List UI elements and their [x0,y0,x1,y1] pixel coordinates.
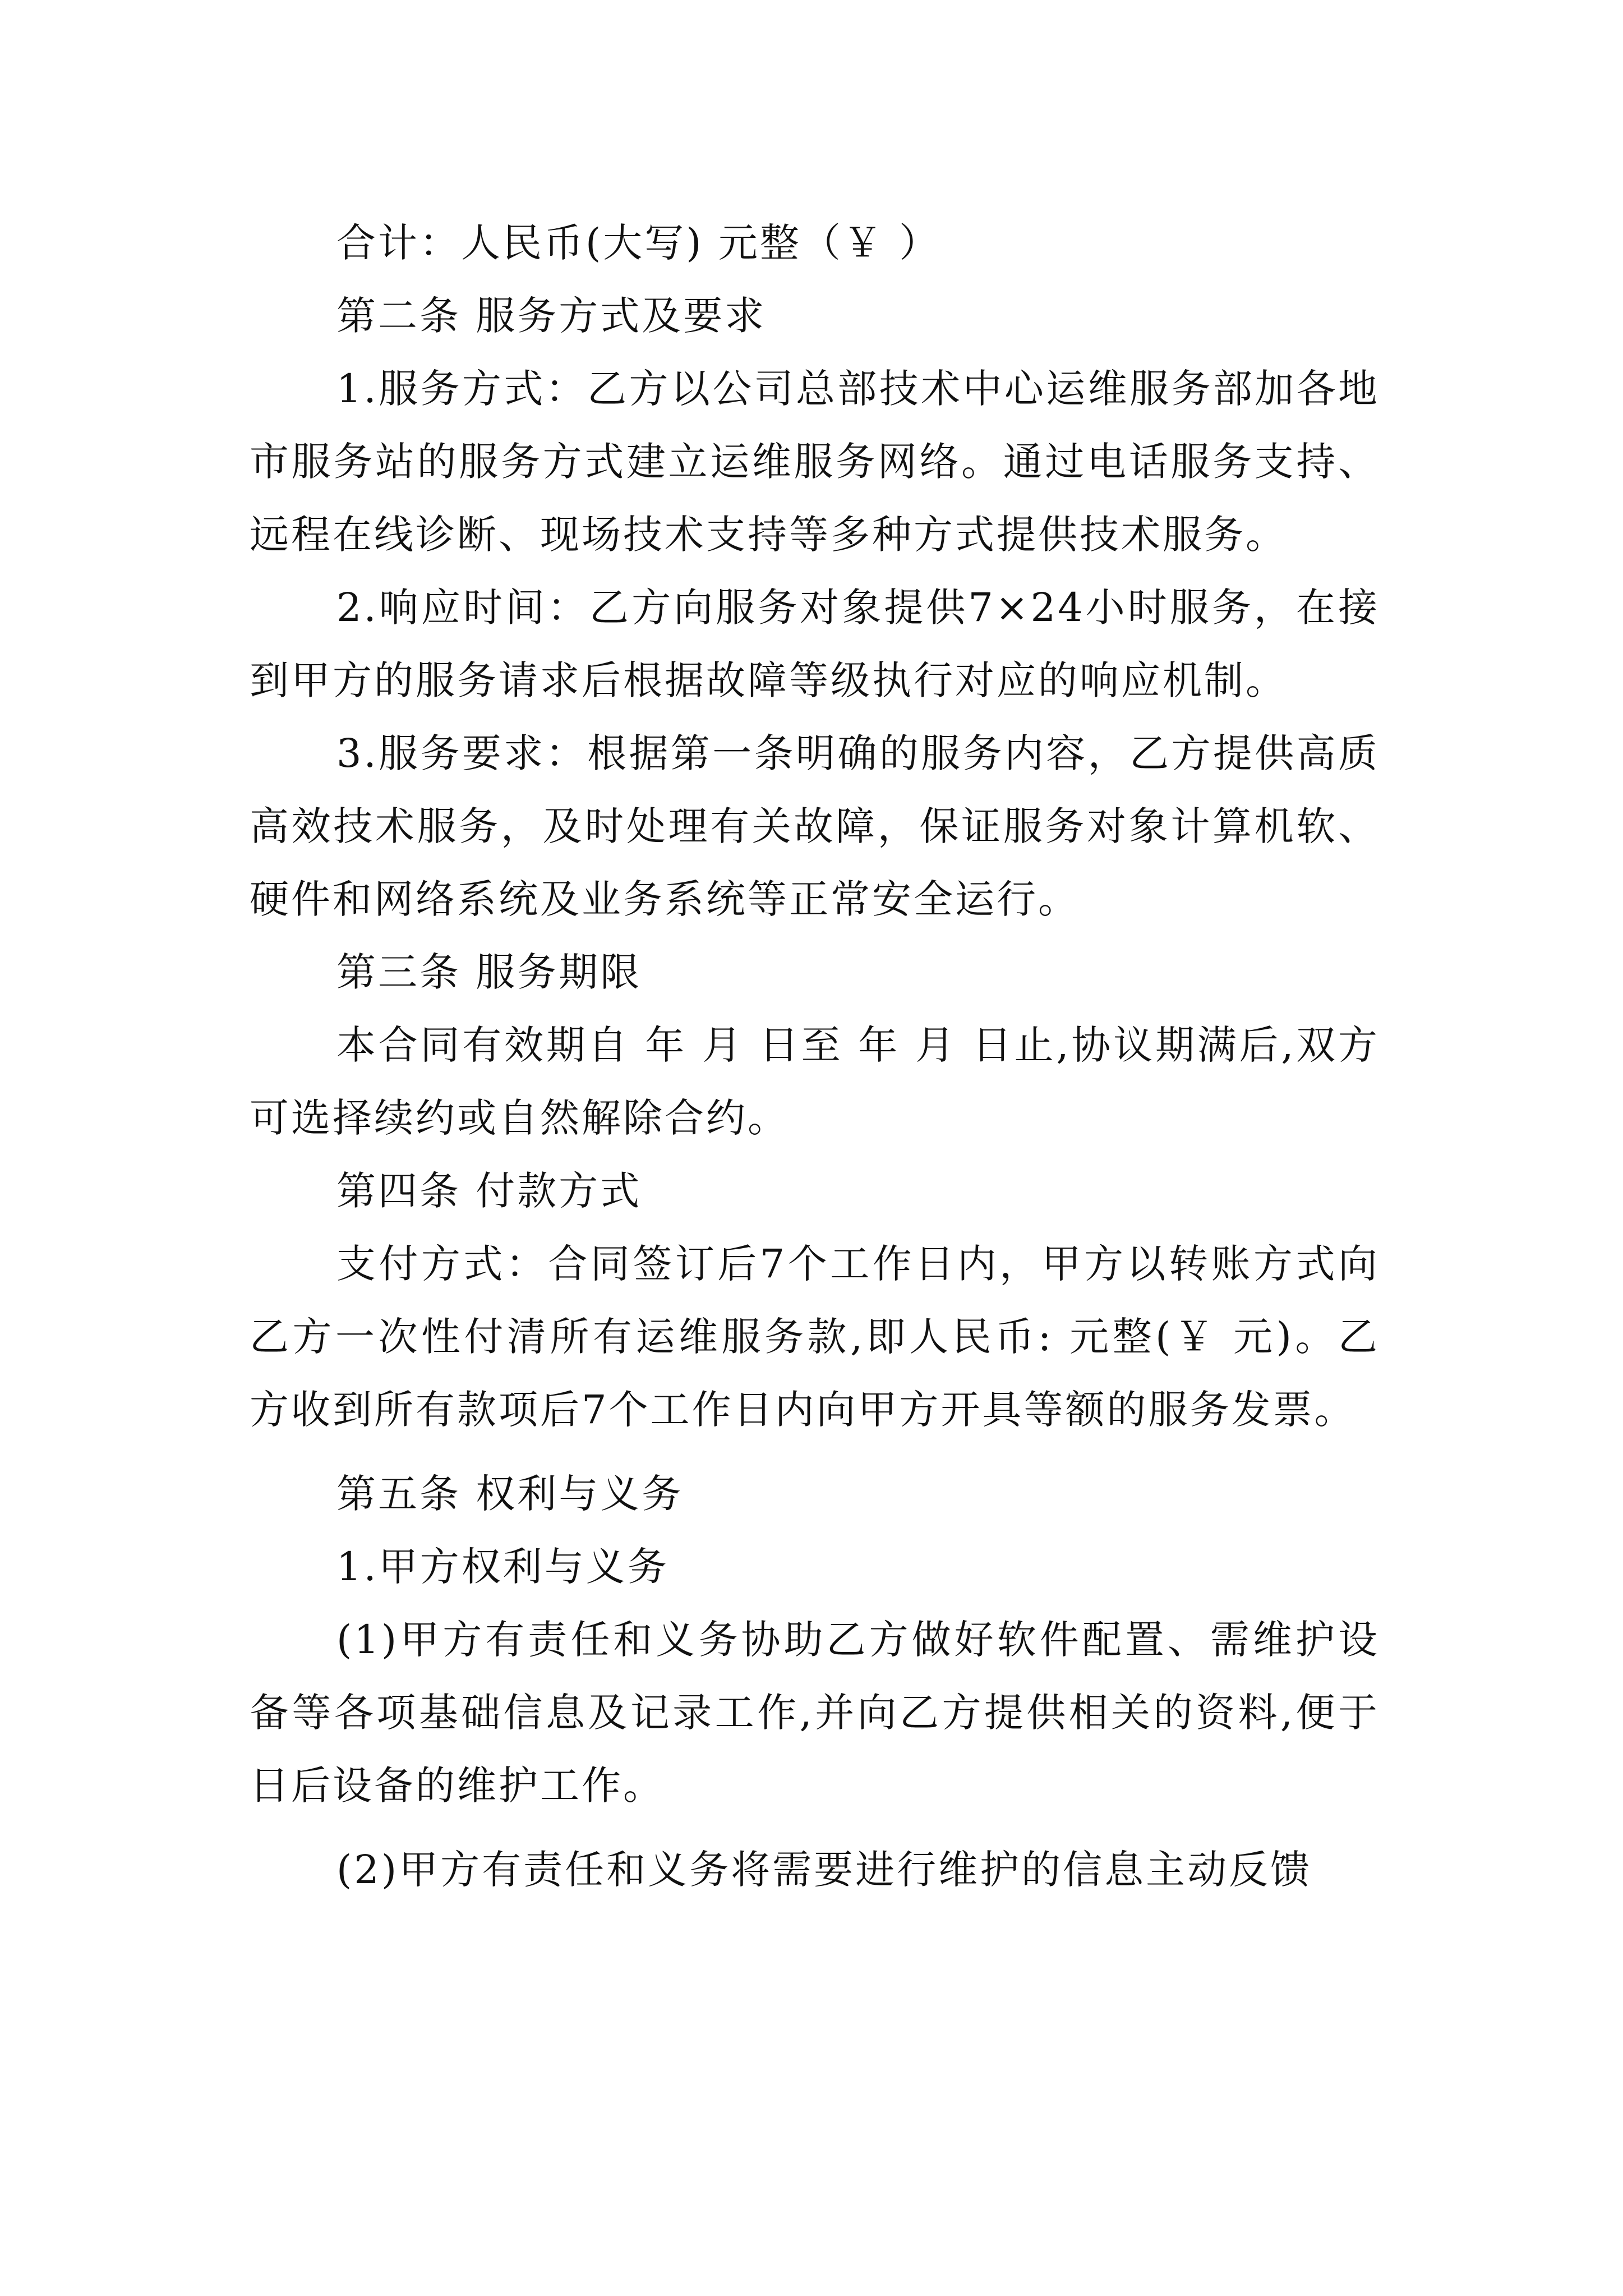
party-a-obligation-2: (2)甲方有责任和义务将需要进行维护的信息主动反馈 [336,1847,1312,1893]
payment-paragraph: 支付方式：合同签订后7个工作日内，甲方以转账方式向乙方一次性付清所有运维服务款,即人民币: 元整(￥ 元)。乙方收到所有款项后7个工作日内向甲方开具等额的服务发票。 [250,1241,1380,1433]
total-amount-line: 合计：人民币(大写) 元整（￥ ） [336,220,941,266]
article-2-heading: 第二条 服务方式及要求 [336,293,767,339]
party-a-rights-heading: 1.甲方权利与义务 [336,1544,669,1590]
service-mode-paragraph: 1.服务方式：乙方以公司总部技术中心运维服务部加各地市服务站的服务方式建立运维服务网络。通过电话服务支持、远程在线诊断、现场技术支持等多种方式提供技术服务。 [250,366,1380,558]
article-5-heading: 第五条 权利与义务 [336,1471,684,1517]
response-time-paragraph: 2.响应时间：乙方向服务对象提供7×24小时服务，在接到甲方的服务请求后根据故障等级执行对应的响应机制。 [250,585,1380,703]
contract-term-paragraph: 本合同有效期自 年 月 日至 年 月 日止,协议期满后,双方可选择续约或自然解除合约。 [250,1022,1380,1141]
article-4-heading: 第四条 付款方式 [336,1168,642,1214]
party-a-obligation-1: (1)甲方有责任和义务协助乙方做好软件配置、需维护设备等各项基础信息及记录工作,并向乙方提供相关的资料,便于日后设备的维护工作。 [250,1617,1380,1809]
contract-body [250,206,1380,1906]
article-3-heading: 第三条 服务期限 [336,949,642,995]
service-requirements-paragraph: 3.服务要求：根据第一条明确的服务内容，乙方提供高质高效技术服务，及时处理有关故障，保证服务对象计算机软、硬件和网络系统及业务系统等正常安全运行。 [250,730,1380,922]
